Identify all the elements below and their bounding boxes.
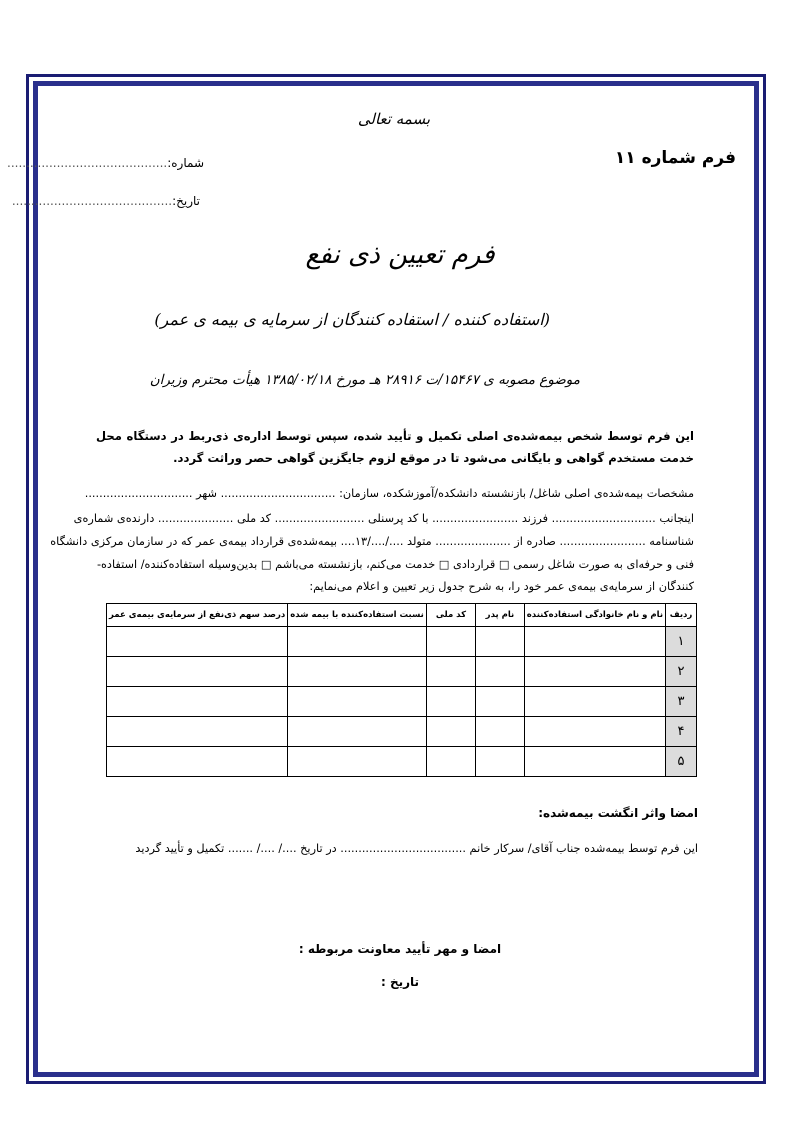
intro-paragraph: این فرم توسط شخص بیمه‌شده‌ی اصلی تکمیل و تأیید شده، سپس توسط اداره‌ی ذی‌ربط در دستگاه محل خدمت مستخدم گواهی و بایگانی می‌شود تا در موقع لزوم جایگزین گواهی حصر وراثت گردد. (96, 429, 694, 465)
deputy-stamp-title: امضا و مهر تأیید معاونت مربوطه : (298, 942, 502, 956)
cell-national-code[interactable] (426, 687, 475, 717)
body-line-4: فنی و حرفه‌ای به صورت شاغل رسمی □ قراردادی □ خدمت می‌کنم، بازنشسته می‌باشم □ بدین‌وسیله استفاده‌کننده/ استفاده- (96, 558, 694, 571)
body-line-1: مشخصات بیمه‌شده‌ی اصلی شاغل/ بازنشسته دانشکده/آموزشکده، سازمان: ................................ شهر .............................. (84, 487, 694, 500)
col-header-share-percent: درصد سهم ذی‌نفع از سرمایه‌ی بیمه‌ی عمر (107, 604, 288, 627)
date-field[interactable] (12, 190, 200, 209)
date-dots: .......................................... (11, 194, 173, 208)
cell-father-name[interactable] (476, 657, 525, 687)
cell-full-name[interactable] (524, 627, 665, 657)
form-subject: موضوع مصوبه ی ۱۵۴۶۷/ت ۲۸۹۱۶ هـ مورخ ۱۳۸۵/۰۲/۱۸ هیأت محترم وزیران (149, 372, 580, 388)
table-row (107, 687, 697, 717)
date-label: تاریخ: (172, 194, 200, 208)
cell-national-code[interactable] (426, 657, 475, 687)
beneficiary-table (106, 603, 697, 777)
cell-share-percent[interactable] (107, 687, 288, 717)
cell-relationship[interactable] (288, 747, 427, 777)
cell-share-percent[interactable] (107, 747, 288, 777)
cell-full-name[interactable] (524, 657, 665, 687)
cell-national-code[interactable] (426, 627, 475, 657)
row-number: ۲ (666, 657, 697, 687)
row-number: ۳ (666, 687, 697, 717)
table-row (107, 627, 697, 657)
body-line-2: اینجانب ............................. فرزند ........................ با کد پرسنلی ......................... کد ملی ..................... دارنده‌ی شماره‌ی (73, 512, 694, 525)
cell-full-name[interactable] (524, 687, 665, 717)
insured-signature-title: امضا واثر انگشت بیمه‌شده: (538, 806, 698, 820)
cell-share-percent[interactable] (107, 657, 288, 687)
cell-father-name[interactable] (476, 717, 525, 747)
cell-share-percent[interactable] (107, 717, 288, 747)
number-label: شماره: (167, 156, 204, 170)
insured-confirmation-line: این فرم توسط بیمه‌شده جناب آقای/ سرکار خانم ................................... در تاریخ ..../ ..../ ....... تکمیل و تأیید گردید (135, 842, 698, 855)
cell-national-code[interactable] (426, 747, 475, 777)
form-title: فرم تعیین ذی نفع (305, 240, 495, 270)
row-number: ۵ (666, 747, 697, 777)
col-header-father-name: نام پدر (476, 604, 525, 627)
row-number: ۴ (666, 717, 697, 747)
cell-relationship[interactable] (288, 717, 427, 747)
cell-national-code[interactable] (426, 717, 475, 747)
col-header-national-code: کد ملی (426, 604, 475, 627)
col-header-full-name: نام و نام خانوادگی استفاده‌کننده (524, 604, 665, 627)
table-row (107, 717, 697, 747)
table-header-row (107, 604, 697, 627)
page-border-inner (33, 81, 759, 1077)
number-dots: .......................................... (7, 156, 168, 170)
table-row (107, 747, 697, 777)
cell-relationship[interactable] (288, 687, 427, 717)
body-line-5: کنندگان از سرمایه‌ی بیمه‌ی عمر خود را، به شرح جدول زیر تعیین و اعلام می‌نمایم: (309, 580, 694, 593)
cell-father-name[interactable] (476, 687, 525, 717)
cell-father-name[interactable] (476, 747, 525, 777)
cell-relationship[interactable] (288, 657, 427, 687)
cell-share-percent[interactable] (107, 627, 288, 657)
col-header-relationship: نسبت استفاده‌کننده با بیمه شده (288, 604, 427, 627)
basmala: بسمه تعالی (357, 110, 430, 128)
cell-relationship[interactable] (288, 627, 427, 657)
cell-full-name[interactable] (524, 717, 665, 747)
form-number: فرم شماره ۱۱ (614, 148, 736, 168)
cell-full-name[interactable] (524, 747, 665, 777)
cell-father-name[interactable] (476, 627, 525, 657)
deputy-stamp-date: تاریخ : (380, 975, 420, 989)
col-header-row-number: ردیف (666, 604, 697, 627)
form-subtitle: (استفاده کننده / استفاده کنندگان از سرمایه ی بیمه ی عمر) (154, 310, 550, 329)
body-line-3: شناسنامه ........................ صادره از ..................... متولد ..../..../۱۳.... بیمه‌شده‌ی قرارداد بیمه‌ی عمر که در سازمان مرکزی دانشگاه (50, 535, 694, 548)
table-row (107, 657, 697, 687)
row-number: ۱ (666, 627, 697, 657)
number-field[interactable] (7, 152, 204, 171)
